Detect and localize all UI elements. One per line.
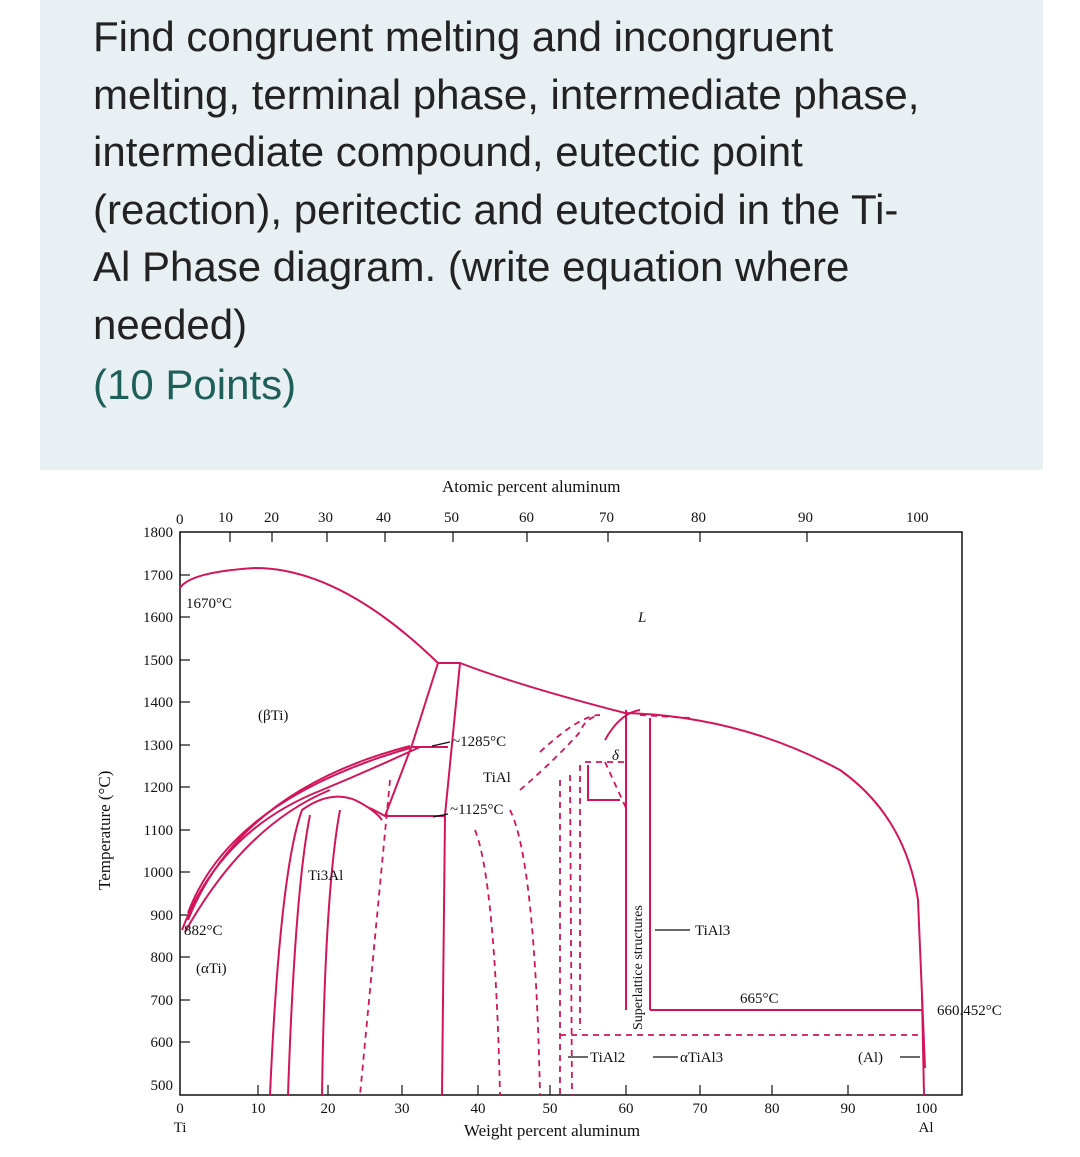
y-axis-title: Temperature (°C) [95,770,114,890]
top-tick-label: 30 [318,510,333,526]
delta-label: δ [612,748,619,764]
tial-right-liquid [442,663,460,1095]
al-melting-label: 660.452°C [937,1003,1002,1019]
bottom-tick-label: 0 [176,1101,184,1117]
y-tick-label: 600 [150,1035,173,1051]
question-line: needed) [93,300,248,348]
y-tick-label: 900 [150,908,173,924]
liquid-label: L [638,610,647,626]
dashed-left-region [540,715,600,752]
tial-left-liquid [412,663,438,745]
top-tick-label: 0 [176,512,184,528]
tial2-label: TiAl2 [590,1050,626,1066]
top-axis-title: Atomic percent aluminum [442,477,621,496]
ti-melting-label: 1670°C [186,596,233,612]
points-label: (10 Points) [93,361,297,408]
bottom-tick-label: 30 [394,1101,410,1117]
bottom-tick-label: 100 [914,1101,938,1117]
y-tick-label: 1100 [143,823,173,839]
y-tick-label: 1300 [143,738,173,754]
question-text [93,8,993,353]
ti3al-label: Ti3Al [308,868,344,884]
dashed-tial-1 [475,830,500,1095]
phase-boundaries [180,568,925,1095]
top-tick-label: 90 [798,510,813,526]
tial-eutectoid-label: ~1125°C [450,802,504,818]
dashed-ti3al-tial [360,780,390,1095]
bottom-tick-label: 60 [618,1101,634,1117]
y-tick-label: 1400 [143,695,173,711]
dashed-tial2-right [570,775,572,1095]
y-tick-label: 700 [150,993,173,1009]
bottom-tick-label: 50 [542,1101,558,1117]
y-tick-label: 800 [150,950,173,966]
tial-label: TiAl [483,770,511,786]
question-line: Al Phase diagram. (write equation where [93,243,850,290]
top-tick-label: 60 [519,510,534,526]
top-tick-label: 20 [264,510,279,526]
bottom-axis-title: Weight percent aluminum [463,1121,641,1140]
bottom-right-element: Al [918,1120,934,1136]
tial3-label: TiAl3 [695,923,731,939]
dashed-delta-right [605,762,626,808]
y-tick-label: 1200 [143,780,173,796]
arrow-1285 [432,742,450,746]
al-phase-label: (Al) [858,1050,883,1066]
top-tick-label: 40 [376,510,391,526]
y-tick-label: 1000 [143,865,173,881]
bottom-tick-label: 20 [320,1101,336,1117]
top-tick-label: 100 [906,510,929,526]
question-line: (reaction), peritectic and eutectoid in the Ti- [93,185,899,233]
bottom-left-element: Ti [173,1120,187,1136]
top-tick-label: 80 [691,510,706,526]
top-tick-label: 10 [218,510,233,526]
bottom-tick-label: 40 [470,1101,486,1117]
bottom-tick-label: 90 [840,1101,856,1117]
top-tick-label: 50 [444,510,459,526]
bottom-tick-label: 80 [764,1101,780,1117]
y-axis [180,575,190,1042]
tial-peritectic-label: ~1285°C [452,734,507,750]
alpha-tial3-label: αTiAl3 [680,1050,724,1066]
top-axis [180,532,807,542]
question-line: melting, terminal phase, intermediate phase, [93,70,920,118]
phase-diagram-figure [40,470,1043,1148]
ti-al-phase-diagram [40,470,1043,1148]
ti-transformation-label: 882°C [184,923,223,939]
question-line: Find congruent melting and incongruent [93,13,834,60]
tial3-peritectic-label: 665°C [740,991,779,1007]
delta-boundary-2 [605,710,640,740]
y-tick-label: 1500 [143,653,173,669]
alpha-ti-label: (αTi) [196,961,227,977]
y-tick-label: 1800 [143,525,173,541]
bottom-tick-label: 70 [692,1101,708,1117]
top-tick-label: 70 [599,510,614,526]
bottom-tick-label: 10 [250,1101,266,1117]
beta-ti-label: (βTi) [258,708,289,724]
y-tick-label: 500 [150,1078,173,1094]
y-tick-label: 1700 [143,568,173,584]
question-line: intermediate compound, eutectic point [93,128,803,175]
dashed-tial-2 [510,810,540,1095]
ti3al-right [322,810,340,1095]
beta-alpha-boundary-2 [185,790,330,932]
superlattice-label: Superlattice structures [631,905,646,1030]
bottom-axis [258,1085,848,1095]
al-solvus [922,995,924,1095]
y-tick-label: 1600 [143,610,173,626]
